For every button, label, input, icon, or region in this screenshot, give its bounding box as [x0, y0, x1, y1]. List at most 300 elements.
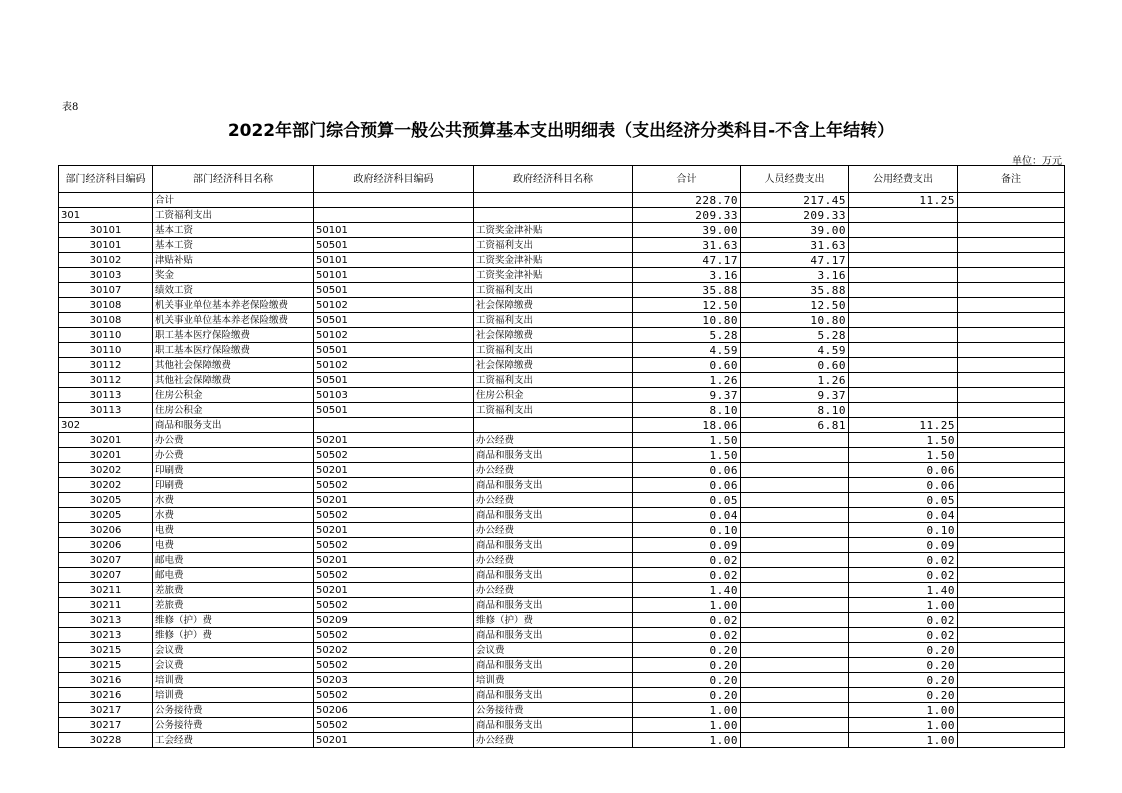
table-cell: [958, 418, 1065, 433]
table-cell: 11.25: [849, 193, 958, 208]
table-cell: [958, 328, 1065, 343]
table-cell: 50502: [314, 718, 474, 733]
table-cell: 50501: [314, 343, 474, 358]
table-cell: 维修（护）费: [153, 613, 314, 628]
column-header: 政府经济科目编码: [314, 166, 474, 193]
table-row: [59, 733, 1065, 748]
table-cell: 39.00: [633, 223, 741, 238]
table-row: [59, 268, 1065, 283]
table-cell: [958, 403, 1065, 418]
table-body: [59, 193, 1065, 748]
table-cell: [314, 208, 474, 223]
table-cell: 工资奖金津补贴: [474, 253, 633, 268]
table-cell: 30213: [59, 613, 153, 628]
table-cell: 0.05: [633, 493, 741, 508]
table-cell: 办公经费: [474, 553, 633, 568]
table-cell: 50501: [314, 313, 474, 328]
table-cell: 50201: [314, 493, 474, 508]
table-row: [59, 388, 1065, 403]
table-cell: 商品和服务支出: [474, 448, 633, 463]
table-cell: 0.04: [633, 508, 741, 523]
table-cell: 0.20: [633, 643, 741, 658]
table-cell: [741, 493, 849, 508]
table-row: [59, 673, 1065, 688]
table-cell: [958, 373, 1065, 388]
table-cell: 50102: [314, 298, 474, 313]
table-cell: 商品和服务支出: [474, 688, 633, 703]
table-cell: 50502: [314, 598, 474, 613]
table-cell: 商品和服务支出: [474, 718, 633, 733]
table-cell: [958, 238, 1065, 253]
table-cell: 水费: [153, 508, 314, 523]
table-cell: 机关事业单位基本养老保险缴费: [153, 298, 314, 313]
table-cell: 30101: [59, 223, 153, 238]
table-cell: [958, 733, 1065, 748]
table-cell: 30211: [59, 583, 153, 598]
table-cell: 邮电费: [153, 568, 314, 583]
table-cell: 商品和服务支出: [474, 508, 633, 523]
table-cell: [849, 238, 958, 253]
table-cell: [958, 538, 1065, 553]
table-cell: 50103: [314, 388, 474, 403]
table-row: [59, 553, 1065, 568]
table-cell: 0.60: [633, 358, 741, 373]
table-cell: 办公费: [153, 448, 314, 463]
table-cell: [849, 388, 958, 403]
table-cell: 0.10: [633, 523, 741, 538]
table-cell: 50101: [314, 223, 474, 238]
table-cell: 30110: [59, 343, 153, 358]
table-cell: 30216: [59, 688, 153, 703]
table-cell: [741, 463, 849, 478]
table-cell: 50502: [314, 628, 474, 643]
table-cell: 50501: [314, 283, 474, 298]
table-cell: 30112: [59, 373, 153, 388]
table-cell: 其他社会保障缴费: [153, 373, 314, 388]
table-cell: 1.50: [849, 448, 958, 463]
table-cell: 50102: [314, 328, 474, 343]
table-cell: 30201: [59, 433, 153, 448]
table-cell: 30113: [59, 403, 153, 418]
table-cell: 30107: [59, 283, 153, 298]
table-cell: 30213: [59, 628, 153, 643]
table-cell: 0.02: [849, 553, 958, 568]
table-cell: 30101: [59, 238, 153, 253]
table-cell: 10.80: [633, 313, 741, 328]
table-row: [59, 613, 1065, 628]
table-cell: [849, 343, 958, 358]
table-cell: 津贴补贴: [153, 253, 314, 268]
table-cell: 0.20: [849, 688, 958, 703]
table-cell: 30103: [59, 268, 153, 283]
table-cell: 办公经费: [474, 463, 633, 478]
table-cell: [741, 583, 849, 598]
column-header: 人员经费支出: [741, 166, 849, 193]
column-header: 备注: [958, 166, 1065, 193]
table-cell: 12.50: [633, 298, 741, 313]
table-cell: 0.20: [849, 658, 958, 673]
table-cell: [958, 343, 1065, 358]
table-cell: 1.00: [849, 733, 958, 748]
table-cell: 50202: [314, 643, 474, 658]
table-cell: [849, 283, 958, 298]
table-cell: 30201: [59, 448, 153, 463]
table-cell: 50502: [314, 448, 474, 463]
table-cell: [741, 508, 849, 523]
table-cell: 基本工资: [153, 223, 314, 238]
table-cell: 5.28: [633, 328, 741, 343]
table-row: [59, 328, 1065, 343]
table-cell: [849, 328, 958, 343]
table-cell: [958, 253, 1065, 268]
table-cell: 办公经费: [474, 733, 633, 748]
table-cell: 工资福利支出: [474, 373, 633, 388]
table-cell: 228.70: [633, 193, 741, 208]
table-cell: 办公经费: [474, 433, 633, 448]
table-cell: 0.06: [849, 478, 958, 493]
table-cell: [958, 193, 1065, 208]
table-cell: 办公费: [153, 433, 314, 448]
table-cell: 50203: [314, 673, 474, 688]
table-cell: [741, 628, 849, 643]
table-cell: 1.00: [633, 598, 741, 613]
table-cell: [958, 568, 1065, 583]
table-cell: 3.16: [741, 268, 849, 283]
table-cell: 1.00: [849, 703, 958, 718]
table-row: [59, 583, 1065, 598]
table-cell: 培训费: [474, 673, 633, 688]
table-cell: 217.45: [741, 193, 849, 208]
table-cell: [849, 313, 958, 328]
table-cell: 商品和服务支出: [474, 658, 633, 673]
table-cell: 维修（护）费: [153, 628, 314, 643]
table-cell: [958, 433, 1065, 448]
table-cell: [958, 223, 1065, 238]
table-cell: 社会保障缴费: [474, 298, 633, 313]
table-cell: 50502: [314, 688, 474, 703]
table-cell: [958, 313, 1065, 328]
table-cell: 商品和服务支出: [474, 568, 633, 583]
table-row: [59, 688, 1065, 703]
table-cell: 1.00: [849, 598, 958, 613]
table-cell: 公务接待费: [474, 703, 633, 718]
table-cell: 培训费: [153, 688, 314, 703]
table-cell: 0.09: [633, 538, 741, 553]
table-cell: 50201: [314, 583, 474, 598]
table-cell: 12.50: [741, 298, 849, 313]
table-cell: [958, 358, 1065, 373]
table-cell: [314, 193, 474, 208]
table-cell: 1.26: [741, 373, 849, 388]
table-cell: [741, 613, 849, 628]
table-cell: 30205: [59, 493, 153, 508]
column-header: 公用经费支出: [849, 166, 958, 193]
table-cell: 0.06: [633, 478, 741, 493]
table-cell: 0.60: [741, 358, 849, 373]
table-cell: 18.06: [633, 418, 741, 433]
table-cell: 30205: [59, 508, 153, 523]
table-cell: [958, 478, 1065, 493]
table-cell: 30113: [59, 388, 153, 403]
table-cell: 50501: [314, 238, 474, 253]
table-cell: 30228: [59, 733, 153, 748]
table-cell: 50201: [314, 433, 474, 448]
table-row: [59, 373, 1065, 388]
table-row: [59, 508, 1065, 523]
table-cell: [958, 448, 1065, 463]
table-cell: 工资奖金津补贴: [474, 223, 633, 238]
table-cell: 办公经费: [474, 493, 633, 508]
table-cell: 电费: [153, 538, 314, 553]
table-row: [59, 208, 1065, 223]
table-cell: 工资奖金津补贴: [474, 268, 633, 283]
table-cell: 30211: [59, 598, 153, 613]
table-cell: 30102: [59, 253, 153, 268]
table-cell: 31.63: [741, 238, 849, 253]
table-cell: 商品和服务支出: [474, 598, 633, 613]
table-cell: 30217: [59, 703, 153, 718]
column-header: 部门经济科目名称: [153, 166, 314, 193]
table-cell: 0.20: [633, 673, 741, 688]
table-cell: 50201: [314, 463, 474, 478]
table-cell: 绩效工资: [153, 283, 314, 298]
table-cell: 1.50: [849, 433, 958, 448]
table-cell: 50101: [314, 253, 474, 268]
table-row: [59, 538, 1065, 553]
table-cell: 其他社会保障缴费: [153, 358, 314, 373]
table-cell: 47.17: [741, 253, 849, 268]
table-cell: 会议费: [474, 643, 633, 658]
table-row: [59, 658, 1065, 673]
table-cell: [958, 658, 1065, 673]
table-cell: [958, 388, 1065, 403]
table-cell: 0.02: [849, 568, 958, 583]
table-cell: 奖金: [153, 268, 314, 283]
table-cell: 工资福利支出: [474, 238, 633, 253]
table-cell: 50502: [314, 508, 474, 523]
table-cell: 商品和服务支出: [474, 478, 633, 493]
table-cell: 机关事业单位基本养老保险缴费: [153, 313, 314, 328]
table-cell: 差旅费: [153, 598, 314, 613]
table-cell: 50501: [314, 373, 474, 388]
table-cell: 0.02: [849, 628, 958, 643]
table-cell: 电费: [153, 523, 314, 538]
table-row: [59, 448, 1065, 463]
table-cell: 35.88: [633, 283, 741, 298]
table-cell: 差旅费: [153, 583, 314, 598]
table-cell: [849, 373, 958, 388]
table-row: [59, 523, 1065, 538]
table-cell: 11.25: [849, 418, 958, 433]
table-cell: 31.63: [633, 238, 741, 253]
table-row: [59, 403, 1065, 418]
table-cell: [741, 538, 849, 553]
table-cell: 1.00: [849, 718, 958, 733]
table-cell: [741, 688, 849, 703]
table-row: [59, 433, 1065, 448]
table-cell: 50501: [314, 403, 474, 418]
table-cell: 1.00: [633, 703, 741, 718]
table-cell: 社会保障缴费: [474, 328, 633, 343]
table-cell: 50101: [314, 268, 474, 283]
table-cell: 住房公积金: [474, 388, 633, 403]
table-cell: 8.10: [633, 403, 741, 418]
table-cell: [849, 268, 958, 283]
table-cell: 1.50: [633, 433, 741, 448]
table-cell: 50209: [314, 613, 474, 628]
table-row: [59, 253, 1065, 268]
table-cell: 工资福利支出: [474, 283, 633, 298]
table-cell: [741, 658, 849, 673]
table-cell: 30207: [59, 568, 153, 583]
table-cell: [958, 508, 1065, 523]
table-cell: 4.59: [741, 343, 849, 358]
column-header: 政府经济科目名称: [474, 166, 633, 193]
table-row: [59, 703, 1065, 718]
table-row: [59, 238, 1065, 253]
table-cell: [741, 523, 849, 538]
table-cell: [741, 718, 849, 733]
table-cell: 工资福利支出: [474, 403, 633, 418]
table-cell: 印刷费: [153, 463, 314, 478]
table-cell: 30217: [59, 718, 153, 733]
table-cell: 30202: [59, 478, 153, 493]
table-cell: 0.06: [633, 463, 741, 478]
table-cell: [474, 418, 633, 433]
table-cell: 50206: [314, 703, 474, 718]
table-cell: 住房公积金: [153, 388, 314, 403]
table-cell: 6.81: [741, 418, 849, 433]
table-cell: [741, 673, 849, 688]
table-row: [59, 313, 1065, 328]
table-cell: [849, 208, 958, 223]
table-cell: 社会保障缴费: [474, 358, 633, 373]
table-cell: 9.37: [633, 388, 741, 403]
table-cell: 0.20: [633, 688, 741, 703]
table-row: [59, 358, 1065, 373]
table-row: [59, 493, 1065, 508]
table-cell: 35.88: [741, 283, 849, 298]
table-cell: 3.16: [633, 268, 741, 283]
unit-label: 单位：万元: [1012, 156, 1062, 167]
table-cell: 50201: [314, 523, 474, 538]
table-row: [59, 343, 1065, 358]
table-cell: [314, 418, 474, 433]
table-row: [59, 478, 1065, 493]
table-cell: 50502: [314, 538, 474, 553]
table-cell: [741, 553, 849, 568]
table-cell: 30108: [59, 313, 153, 328]
column-header: 部门经济科目编码: [59, 166, 153, 193]
table-cell: 30215: [59, 643, 153, 658]
table-cell: 50201: [314, 553, 474, 568]
table-cell: 50201: [314, 733, 474, 748]
table-row: [59, 463, 1065, 478]
table-cell: 30216: [59, 673, 153, 688]
table-cell: 工资福利支出: [153, 208, 314, 223]
table-cell: [958, 283, 1065, 298]
table-cell: [958, 643, 1065, 658]
budget-detail-table: [58, 165, 1065, 748]
table-cell: 1.40: [633, 583, 741, 598]
table-cell: 合计: [153, 193, 314, 208]
table-cell: 0.20: [633, 658, 741, 673]
table-cell: 会议费: [153, 658, 314, 673]
table-header-row: [59, 166, 1065, 193]
table-cell: 50102: [314, 358, 474, 373]
table-cell: [958, 688, 1065, 703]
table-cell: 30215: [59, 658, 153, 673]
table-cell: 0.05: [849, 493, 958, 508]
table-cell: 8.10: [741, 403, 849, 418]
table-cell: [741, 598, 849, 613]
table-cell: 50502: [314, 568, 474, 583]
table-cell: [741, 703, 849, 718]
table-cell: [958, 583, 1065, 598]
table-cell: 0.02: [633, 613, 741, 628]
table-cell: [958, 208, 1065, 223]
table-cell: 0.02: [633, 568, 741, 583]
table-cell: [958, 493, 1065, 508]
table-cell: 0.02: [849, 613, 958, 628]
table-row: [59, 193, 1065, 208]
table-cell: [741, 733, 849, 748]
table-cell: [741, 568, 849, 583]
table-cell: 30112: [59, 358, 153, 373]
table-cell: 39.00: [741, 223, 849, 238]
table-cell: [741, 433, 849, 448]
table-cell: 职工基本医疗保险缴费: [153, 328, 314, 343]
table-cell: 10.80: [741, 313, 849, 328]
table-row: [59, 298, 1065, 313]
table-cell: 30108: [59, 298, 153, 313]
table-cell: 30207: [59, 553, 153, 568]
table-cell: 住房公积金: [153, 403, 314, 418]
table-cell: 0.20: [849, 673, 958, 688]
table-cell: [849, 358, 958, 373]
table-cell: [958, 298, 1065, 313]
table-cell: [958, 613, 1065, 628]
table-cell: [59, 193, 153, 208]
table-cell: 1.50: [633, 448, 741, 463]
table-row: [59, 643, 1065, 658]
table-cell: 职工基本医疗保险缴费: [153, 343, 314, 358]
table-cell: [474, 193, 633, 208]
table-number-label: 表8: [62, 102, 79, 113]
table-cell: 30206: [59, 538, 153, 553]
table-cell: [958, 268, 1065, 283]
table-cell: 301: [59, 208, 153, 223]
table-cell: 办公经费: [474, 583, 633, 598]
table-cell: 50502: [314, 658, 474, 673]
table-cell: 维修（护）费: [474, 613, 633, 628]
table-cell: [741, 478, 849, 493]
table-cell: 基本工资: [153, 238, 314, 253]
table-cell: 0.02: [633, 628, 741, 643]
table-cell: 水费: [153, 493, 314, 508]
table-cell: 47.17: [633, 253, 741, 268]
table-cell: [958, 718, 1065, 733]
table-cell: 商品和服务支出: [474, 628, 633, 643]
table-cell: 会议费: [153, 643, 314, 658]
table-cell: 50502: [314, 478, 474, 493]
table-cell: [849, 403, 958, 418]
table-row: [59, 223, 1065, 238]
table-cell: 商品和服务支出: [474, 538, 633, 553]
table-row: [59, 568, 1065, 583]
table-cell: [741, 448, 849, 463]
table-row: [59, 418, 1065, 433]
